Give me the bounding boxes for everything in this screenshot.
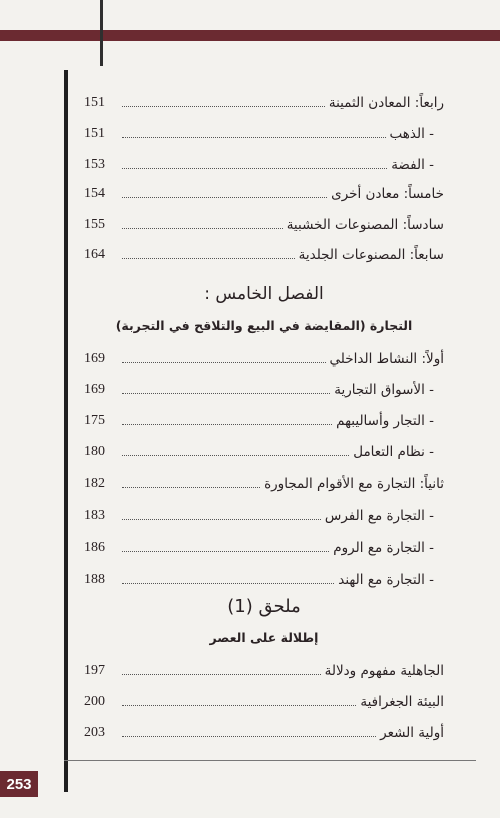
appendix-title: ملحق (1) <box>227 596 301 617</box>
dot-leader <box>122 393 330 394</box>
toc-entry <box>84 406 444 430</box>
toc-entry <box>84 469 444 493</box>
dot-leader <box>122 137 386 138</box>
toc-entry-title: سادساً: المصنوعات الخشبية <box>286 217 444 233</box>
toc-page-number: 151 <box>84 126 105 141</box>
appendix-subtitle: إطلالة على العصر <box>209 630 319 645</box>
toc-page-number: 151 <box>84 95 105 110</box>
dot-leader <box>122 551 329 552</box>
toc-page-number: 155 <box>84 217 105 232</box>
toc-page-number: 169 <box>84 351 105 366</box>
dot-leader <box>122 106 325 107</box>
toc-entry-title: - الأسواق التجارية <box>334 382 434 398</box>
toc-entry-title: رابعاً: المعادن الثمينة <box>328 95 444 111</box>
toc-entry <box>84 88 444 112</box>
toc-entry-title: - التجارة مع الفرس <box>324 508 434 524</box>
toc-entry-title: - الذهب <box>389 126 434 142</box>
toc-page-number: 203 <box>84 725 105 740</box>
toc-entry <box>84 210 444 234</box>
toc-entry <box>84 179 444 203</box>
toc-entry <box>84 501 444 525</box>
dot-leader <box>122 362 326 363</box>
toc-page-number: 197 <box>84 663 105 678</box>
toc-entry-title: أولاً: النشاط الداخلي <box>329 351 444 367</box>
toc-page-number: 182 <box>84 476 105 491</box>
toc-entry <box>84 687 444 711</box>
toc-entry-title: البيئة الجغرافية <box>360 694 444 710</box>
dot-leader <box>122 455 349 456</box>
dot-leader <box>122 705 356 706</box>
page-number-badge: 253 <box>0 771 38 797</box>
dot-leader <box>122 197 327 198</box>
toc-page-number: 200 <box>84 694 105 709</box>
dot-leader <box>122 168 387 169</box>
toc-page-number: 180 <box>84 444 105 459</box>
toc-entry <box>84 656 444 680</box>
toc-entry <box>84 565 444 589</box>
toc-entry-title: - التجار وأساليبهم <box>336 413 434 429</box>
chapter-subtitle: التجارة (المقايضة في البيع والتلاقح في التجربة) <box>115 318 413 333</box>
toc-page-number: 153 <box>84 157 105 172</box>
bottom-rule <box>64 760 476 761</box>
toc-page-number: 188 <box>84 572 105 587</box>
dot-leader <box>122 424 332 425</box>
toc-page-number: 183 <box>84 508 105 523</box>
toc-entry-title: أولية الشعر <box>380 725 444 741</box>
dot-leader <box>122 519 321 520</box>
dot-leader <box>122 487 260 488</box>
toc-page-number: 164 <box>84 247 105 262</box>
toc-entry <box>84 437 444 461</box>
toc-entry <box>84 150 444 174</box>
toc-entry-title: - نظام التعامل <box>353 444 434 460</box>
toc-entry-title: سابعاً: المصنوعات الجلدية <box>298 247 444 263</box>
toc-entry <box>84 344 444 368</box>
toc-entry <box>84 240 444 264</box>
toc-entry <box>84 533 444 557</box>
dot-leader <box>122 736 376 737</box>
toc-entry <box>84 718 444 742</box>
toc-page-number: 169 <box>84 382 105 397</box>
toc-entry-title: الجاهلية مفهوم ودلالة <box>324 663 444 679</box>
toc-entry-title: - الفضة <box>391 157 434 173</box>
dot-leader <box>122 258 295 259</box>
toc-entry <box>84 375 444 399</box>
dot-leader <box>122 674 321 675</box>
dot-leader <box>122 583 334 584</box>
toc-entry-title: - التجارة مع الهند <box>338 572 434 588</box>
chapter-title: الفصل الخامس : <box>204 284 324 304</box>
toc-page-number: 175 <box>84 413 105 428</box>
toc-entry-title: ثانياً: التجارة مع الأقوام المجاورة <box>264 476 444 492</box>
toc-page-number: 154 <box>84 186 105 201</box>
toc-entry <box>84 119 444 143</box>
toc-entry-title: - التجارة مع الروم <box>333 540 434 556</box>
toc-entry-title: خامساً: معادن أخرى <box>331 186 444 202</box>
toc-page-number: 186 <box>84 540 105 555</box>
dot-leader <box>122 228 283 229</box>
